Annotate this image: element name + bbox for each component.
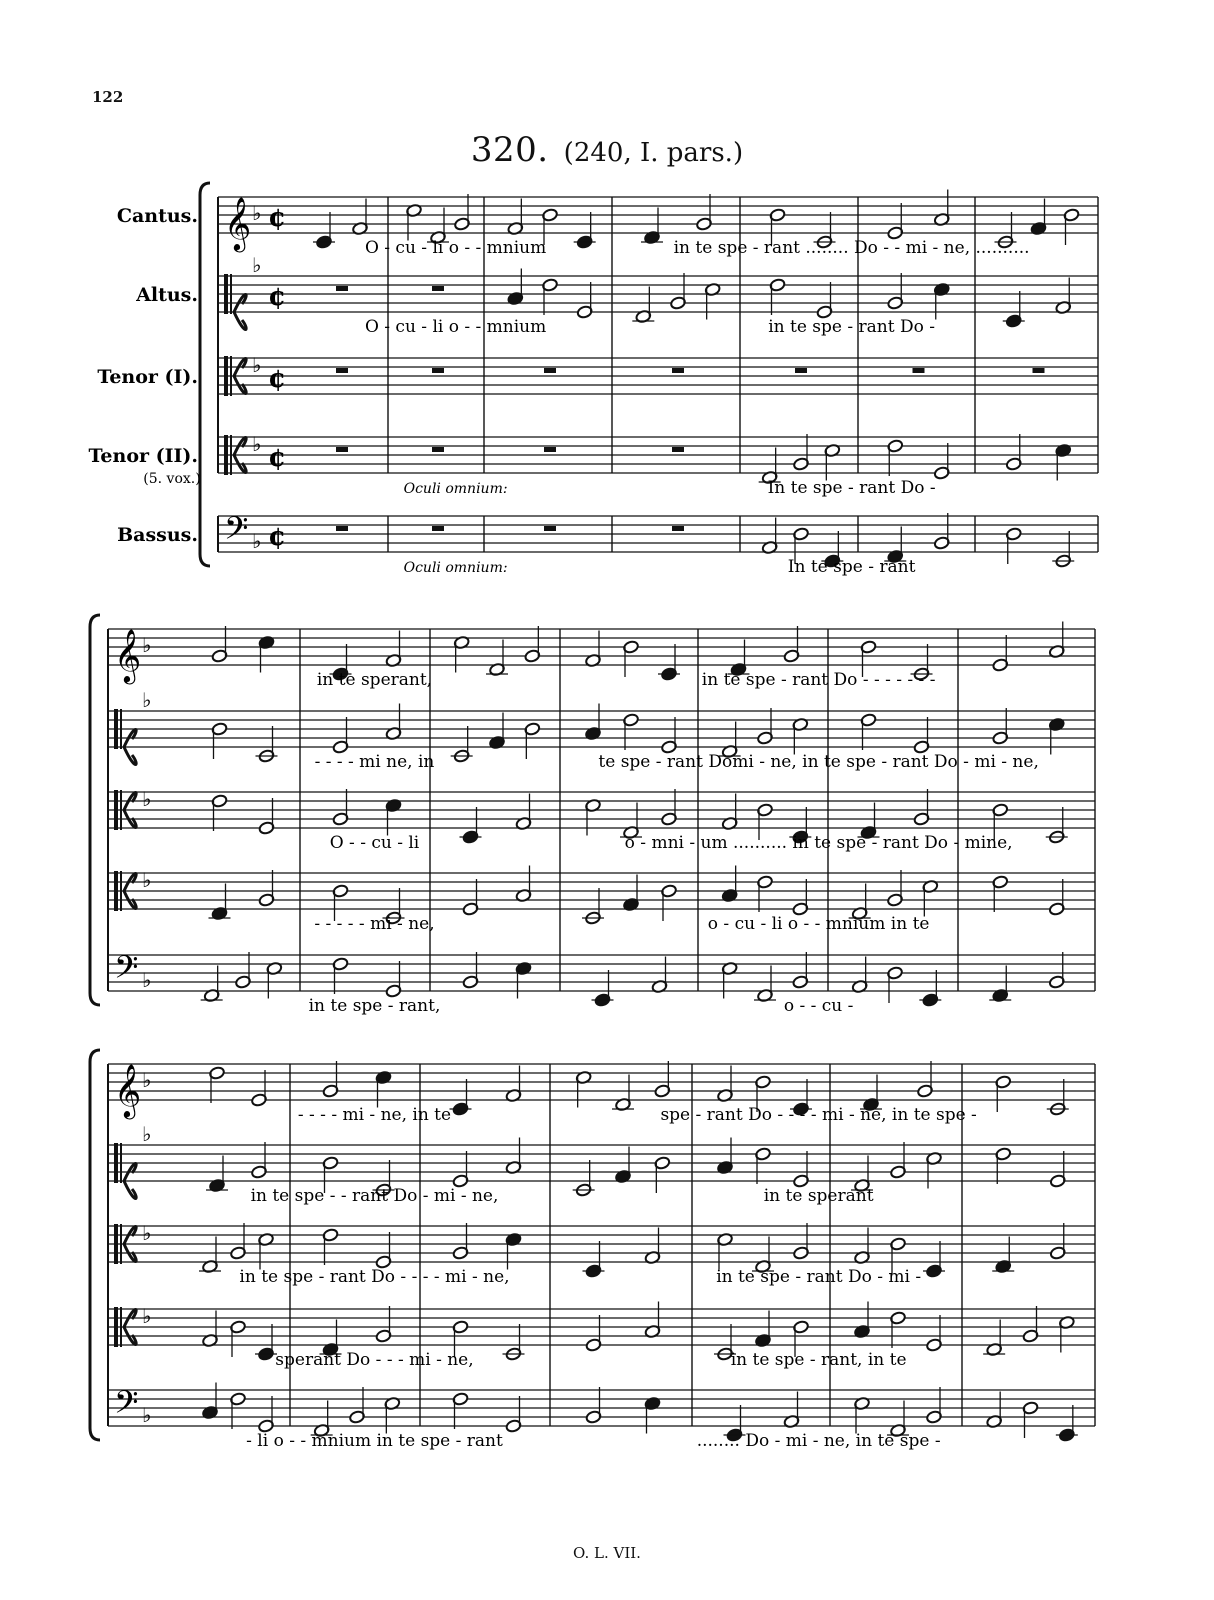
bass-clef-icon: 𝄢 <box>224 510 249 554</box>
alto-clef-icon <box>114 1224 118 1264</box>
lyric-text: O - cu - li o - - mnium <box>364 238 547 258</box>
alto-clef-icon <box>114 1143 118 1183</box>
lyric-text: in te spe - rant, in te <box>730 1350 907 1370</box>
whole-rest-icon <box>672 447 684 452</box>
lyric-text: Oculi omnium: <box>403 481 508 497</box>
alto-clef-bar <box>120 790 122 830</box>
staff <box>108 868 1095 911</box>
whole-rest-icon <box>913 368 925 373</box>
flat-icon: ♭ <box>252 432 262 456</box>
treble-clef-icon: 𝄞 <box>224 196 252 250</box>
staff <box>108 787 1095 830</box>
flat-icon: ♭ <box>252 353 262 377</box>
alto-clef-icon <box>224 435 228 475</box>
lyric-text: in te spe - rant Do - mi - <box>716 1267 922 1287</box>
alto-clef-bar <box>230 274 232 314</box>
cut-time-icon: ¢ <box>268 443 287 473</box>
lyric-text: te spe - rant Domi - ne, in te spe - rant Do - mi - ne, <box>598 752 1039 772</box>
lyric-text: - li o - - mnium in te spe - rant <box>246 1431 503 1451</box>
flat-icon: ♭ <box>252 253 262 277</box>
lyric-text: sperant Do - - - mi - ne, <box>275 1350 474 1370</box>
alto-clef-icon <box>114 1307 118 1347</box>
voice-name: Cantus. <box>116 205 198 227</box>
whole-rest-icon <box>432 447 444 452</box>
alto-clef-bar <box>120 709 122 749</box>
piece-subtitle: (240, I. pars.) <box>563 138 744 168</box>
lyric-text: - - - - mi ne, in <box>314 752 435 772</box>
whole-rest-icon <box>672 526 684 531</box>
lyric-text: Oculi omnium: <box>403 560 508 576</box>
lyric-text: spe - rant Do - - - - mi - ne, in te spe - <box>660 1105 977 1125</box>
flat-icon: ♭ <box>142 1122 152 1146</box>
lyric-text: in te sperant <box>763 1186 874 1206</box>
whole-rest-icon <box>432 286 444 291</box>
lyric-text: In te spe - rant Do - <box>767 478 936 498</box>
lyric-text: in te spe - - rant Do - mi - ne, <box>250 1186 499 1206</box>
staff <box>108 628 1095 684</box>
flat-icon: ♭ <box>142 968 152 992</box>
cut-time-icon: ¢ <box>268 522 287 552</box>
alto-clef-icon <box>114 709 118 749</box>
voice-name: Altus. <box>136 284 198 306</box>
lyric-text: in te spe - rant Do - - - - mi - ne, <box>239 1267 510 1287</box>
staff <box>108 1384 1095 1428</box>
voice-name: Tenor (II). <box>88 445 198 467</box>
alto-clef-bar <box>230 356 232 396</box>
alto-clef-bar <box>120 1224 122 1264</box>
staff <box>108 949 1095 993</box>
lyric-text: - - - - - mi - ne, <box>314 914 435 934</box>
bass-clef-icon: 𝄢 <box>114 949 139 993</box>
flat-icon: ♭ <box>142 1068 152 1092</box>
cut-time-icon: ¢ <box>268 203 287 233</box>
lyric-text: ........ Do - mi - ne, in te spe - <box>696 1431 941 1451</box>
whole-rest-icon <box>1033 368 1045 373</box>
system-3 <box>90 1050 1095 1451</box>
lyric-text: in te spe - rant ........ Do - - mi - ne, .......... <box>673 238 1030 258</box>
alto-clef-icon <box>114 790 118 830</box>
whole-rest-icon <box>432 368 444 373</box>
lyric-text: o - cu - li o - - mnium in te <box>707 914 930 934</box>
lyric-text: - - - - mi - ne, in te <box>297 1105 452 1125</box>
lyric-text: o - mni - um .......... in te spe - rant Do - mine, <box>624 833 1013 853</box>
system-bracket <box>90 1050 100 1440</box>
whole-rest-icon <box>336 526 348 531</box>
flat-icon: ♭ <box>142 688 152 712</box>
flat-icon: ♭ <box>142 1304 152 1328</box>
alto-clef-bar <box>120 1307 122 1347</box>
treble-clef-icon: 𝄞 <box>114 628 142 682</box>
staff <box>218 432 1098 475</box>
lyric-text: in te spe - rant Do - <box>768 317 935 337</box>
alto-clef-bar <box>120 871 122 911</box>
whole-rest-icon <box>432 526 444 531</box>
staff <box>108 1304 1095 1347</box>
flat-icon: ♭ <box>142 1221 152 1245</box>
system-2 <box>90 615 1095 1016</box>
flat-icon: ♭ <box>142 868 152 892</box>
system-bracket <box>90 615 100 1005</box>
whole-rest-icon <box>544 526 556 531</box>
whole-rest-icon <box>544 447 556 452</box>
lyric-text: O - cu - li o - - mnium <box>364 317 547 337</box>
lyric-text: in te spe - rant Do - - - - - - - <box>701 670 936 690</box>
whole-rest-icon <box>544 368 556 373</box>
staff <box>218 510 1098 554</box>
alto-clef-icon <box>224 274 228 314</box>
bass-clef-icon: 𝄢 <box>114 1384 139 1428</box>
lyric-text: in te sperant, <box>316 670 433 690</box>
cut-time-icon: ¢ <box>268 282 287 312</box>
system-1 <box>88 183 1098 577</box>
lyric-text: In te spe - rant <box>787 557 916 577</box>
whole-rest-icon <box>672 368 684 373</box>
voice-name: Tenor (I). <box>97 366 198 388</box>
cut-time-icon: ¢ <box>268 364 287 394</box>
alto-clef-bar <box>120 1143 122 1183</box>
footer-text: O. L. VII. <box>573 1544 641 1562</box>
lyric-text: in te spe - rant, <box>308 996 441 1016</box>
flat-icon: ♭ <box>142 787 152 811</box>
whole-rest-icon <box>336 286 348 291</box>
flat-icon: ♭ <box>142 1403 152 1427</box>
flat-icon: ♭ <box>252 529 262 553</box>
alto-clef-bar <box>230 435 232 475</box>
alto-clef-icon <box>114 871 118 911</box>
whole-rest-icon <box>795 368 807 373</box>
voice-name: Bassus. <box>117 524 198 546</box>
staff <box>108 1221 1095 1264</box>
staff <box>218 253 1098 330</box>
page-number: 122 <box>92 88 124 106</box>
piece-number: 320. <box>470 130 549 170</box>
whole-rest-icon <box>336 447 348 452</box>
treble-clef-icon: 𝄞 <box>114 1063 142 1117</box>
lyric-text: O - - cu - li <box>329 833 420 853</box>
system-bracket <box>200 183 210 566</box>
flat-icon: ♭ <box>142 633 152 657</box>
flat-icon: ♭ <box>252 201 262 225</box>
whole-rest-icon <box>336 368 348 373</box>
staff <box>218 353 1098 396</box>
alto-clef-icon <box>224 356 228 396</box>
lyric-text: o - - cu - <box>783 996 854 1016</box>
voice-subtitle: (5. vox.) <box>143 471 201 487</box>
